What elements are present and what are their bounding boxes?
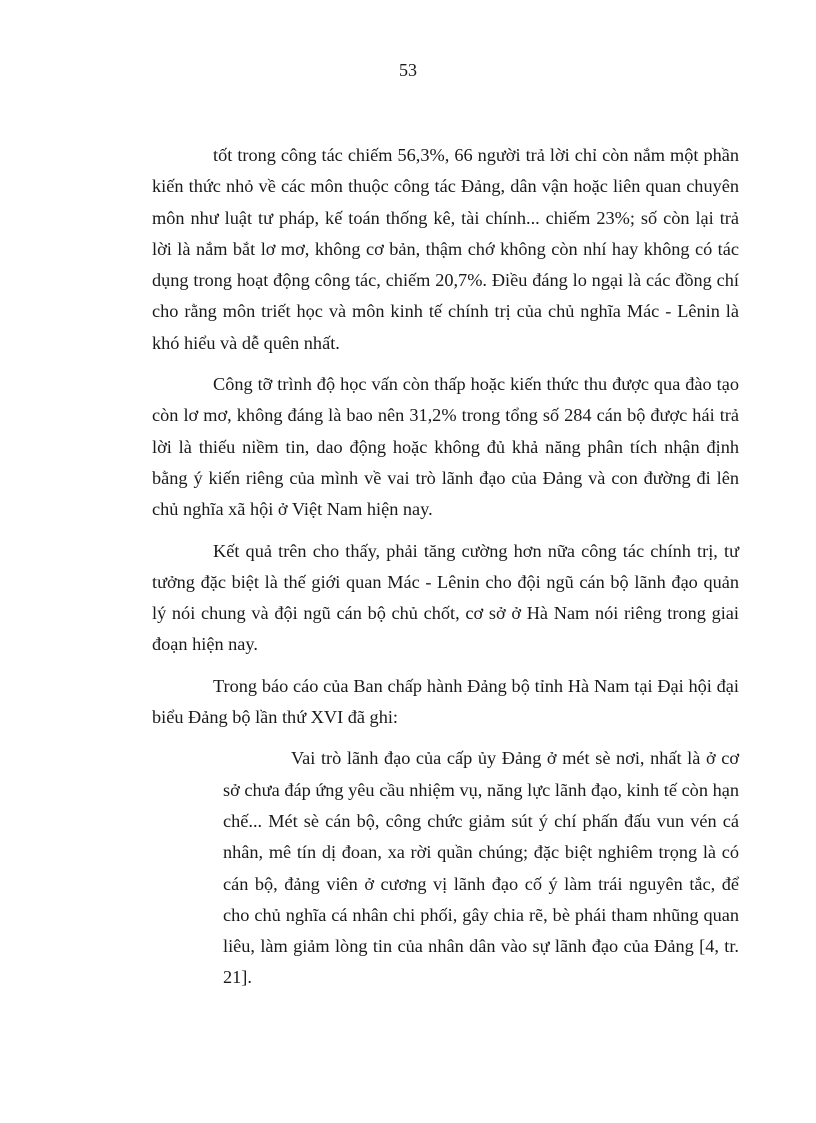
paragraph-report-intro: Trong báo cáo của Ban chấp hành Đảng bộ tỉnh Hà Nam tại Đại hội đại biểu Đảng bộ lần thứ XVI đã ghi: [152, 675, 739, 728]
page-number: 53 [399, 60, 417, 80]
paragraph-knowledge-survey: tốt trong công tác chiếm 56,3%, 66 người trả lời chỉ còn nắm một phần kiến thức nhỏ về các môn thuộc công tác Đảng, dân vận hoặc liên quan chuyên môn như luật tư pháp, kế toán thống kê, tài chính... chiếm 23%; số còn lại trả lời là nắm bắt lơ mơ, không cơ bản, thậm chớ không còn nhí hay không có tác dụng trong hoạt động công tác, chiếm 20,7%. Điều đáng lo ngại là các đồng chí cho rằng môn triết học và môn kinh tế chính trị của chủ nghĩa Mác - Lênin là khó hiểu và dễ quên nhất. [152, 145, 739, 353]
document-body [152, 140, 739, 994]
paragraph-education-level: Công tỡ trình độ học vấn còn thấp hoặc kiến thức thu được qua đào tạo còn lơ mơ, không đáng là bao nên 31,2% trong tổng số 284 cán bộ được hái trả lời là thiếu niềm tin, dao động hoặc không đủ khả năng phân tích nhận định bằng ý kiến riêng của mình về vai trò lãnh đạo của Đảng và con đường đi lên chủ nghĩa xã hội ở Việt Nam hiện nay. [152, 374, 739, 520]
paragraph-results-conclusion: Kết quả trên cho thấy, phải tăng cường hơn nữa công tác chính trị, tư tưởng đặc biệt là thế giới quan Mác - Lênin cho đội ngũ cán bộ lãnh đạo quản lý nói chung và đội ngũ cán bộ chủ chốt, cơ sở ở Hà Nam nói riêng trong giai đoạn hiện nay. [152, 540, 739, 655]
block-quote: Vai trò lãnh đạo của cấp ủy Đảng ở mét sè nơi, nhất là ở cơ sở chưa đáp ứng yêu cầu nhiệm vụ, năng lực lãnh đạo, kinh tế còn hạn chế... Mét sè cán bộ, công chức giảm sút ý chí phấn đấu vun vén cá nhân, mê tín dị đoan, xa rời quần chúng; đặc biệt nghiêm trọng là có cán bộ, đảng viên ở cương vị lãnh đạo cố ý làm trái nguyên tắc, để cho chủ nghĩa cá nhân chi phối, gây chia rẽ, bè phái tham nhũng quan liêu, làm giảm lòng tin của nhân dân vào sự lãnh đạo của Đảng [4, tr. 21]. [223, 748, 739, 988]
